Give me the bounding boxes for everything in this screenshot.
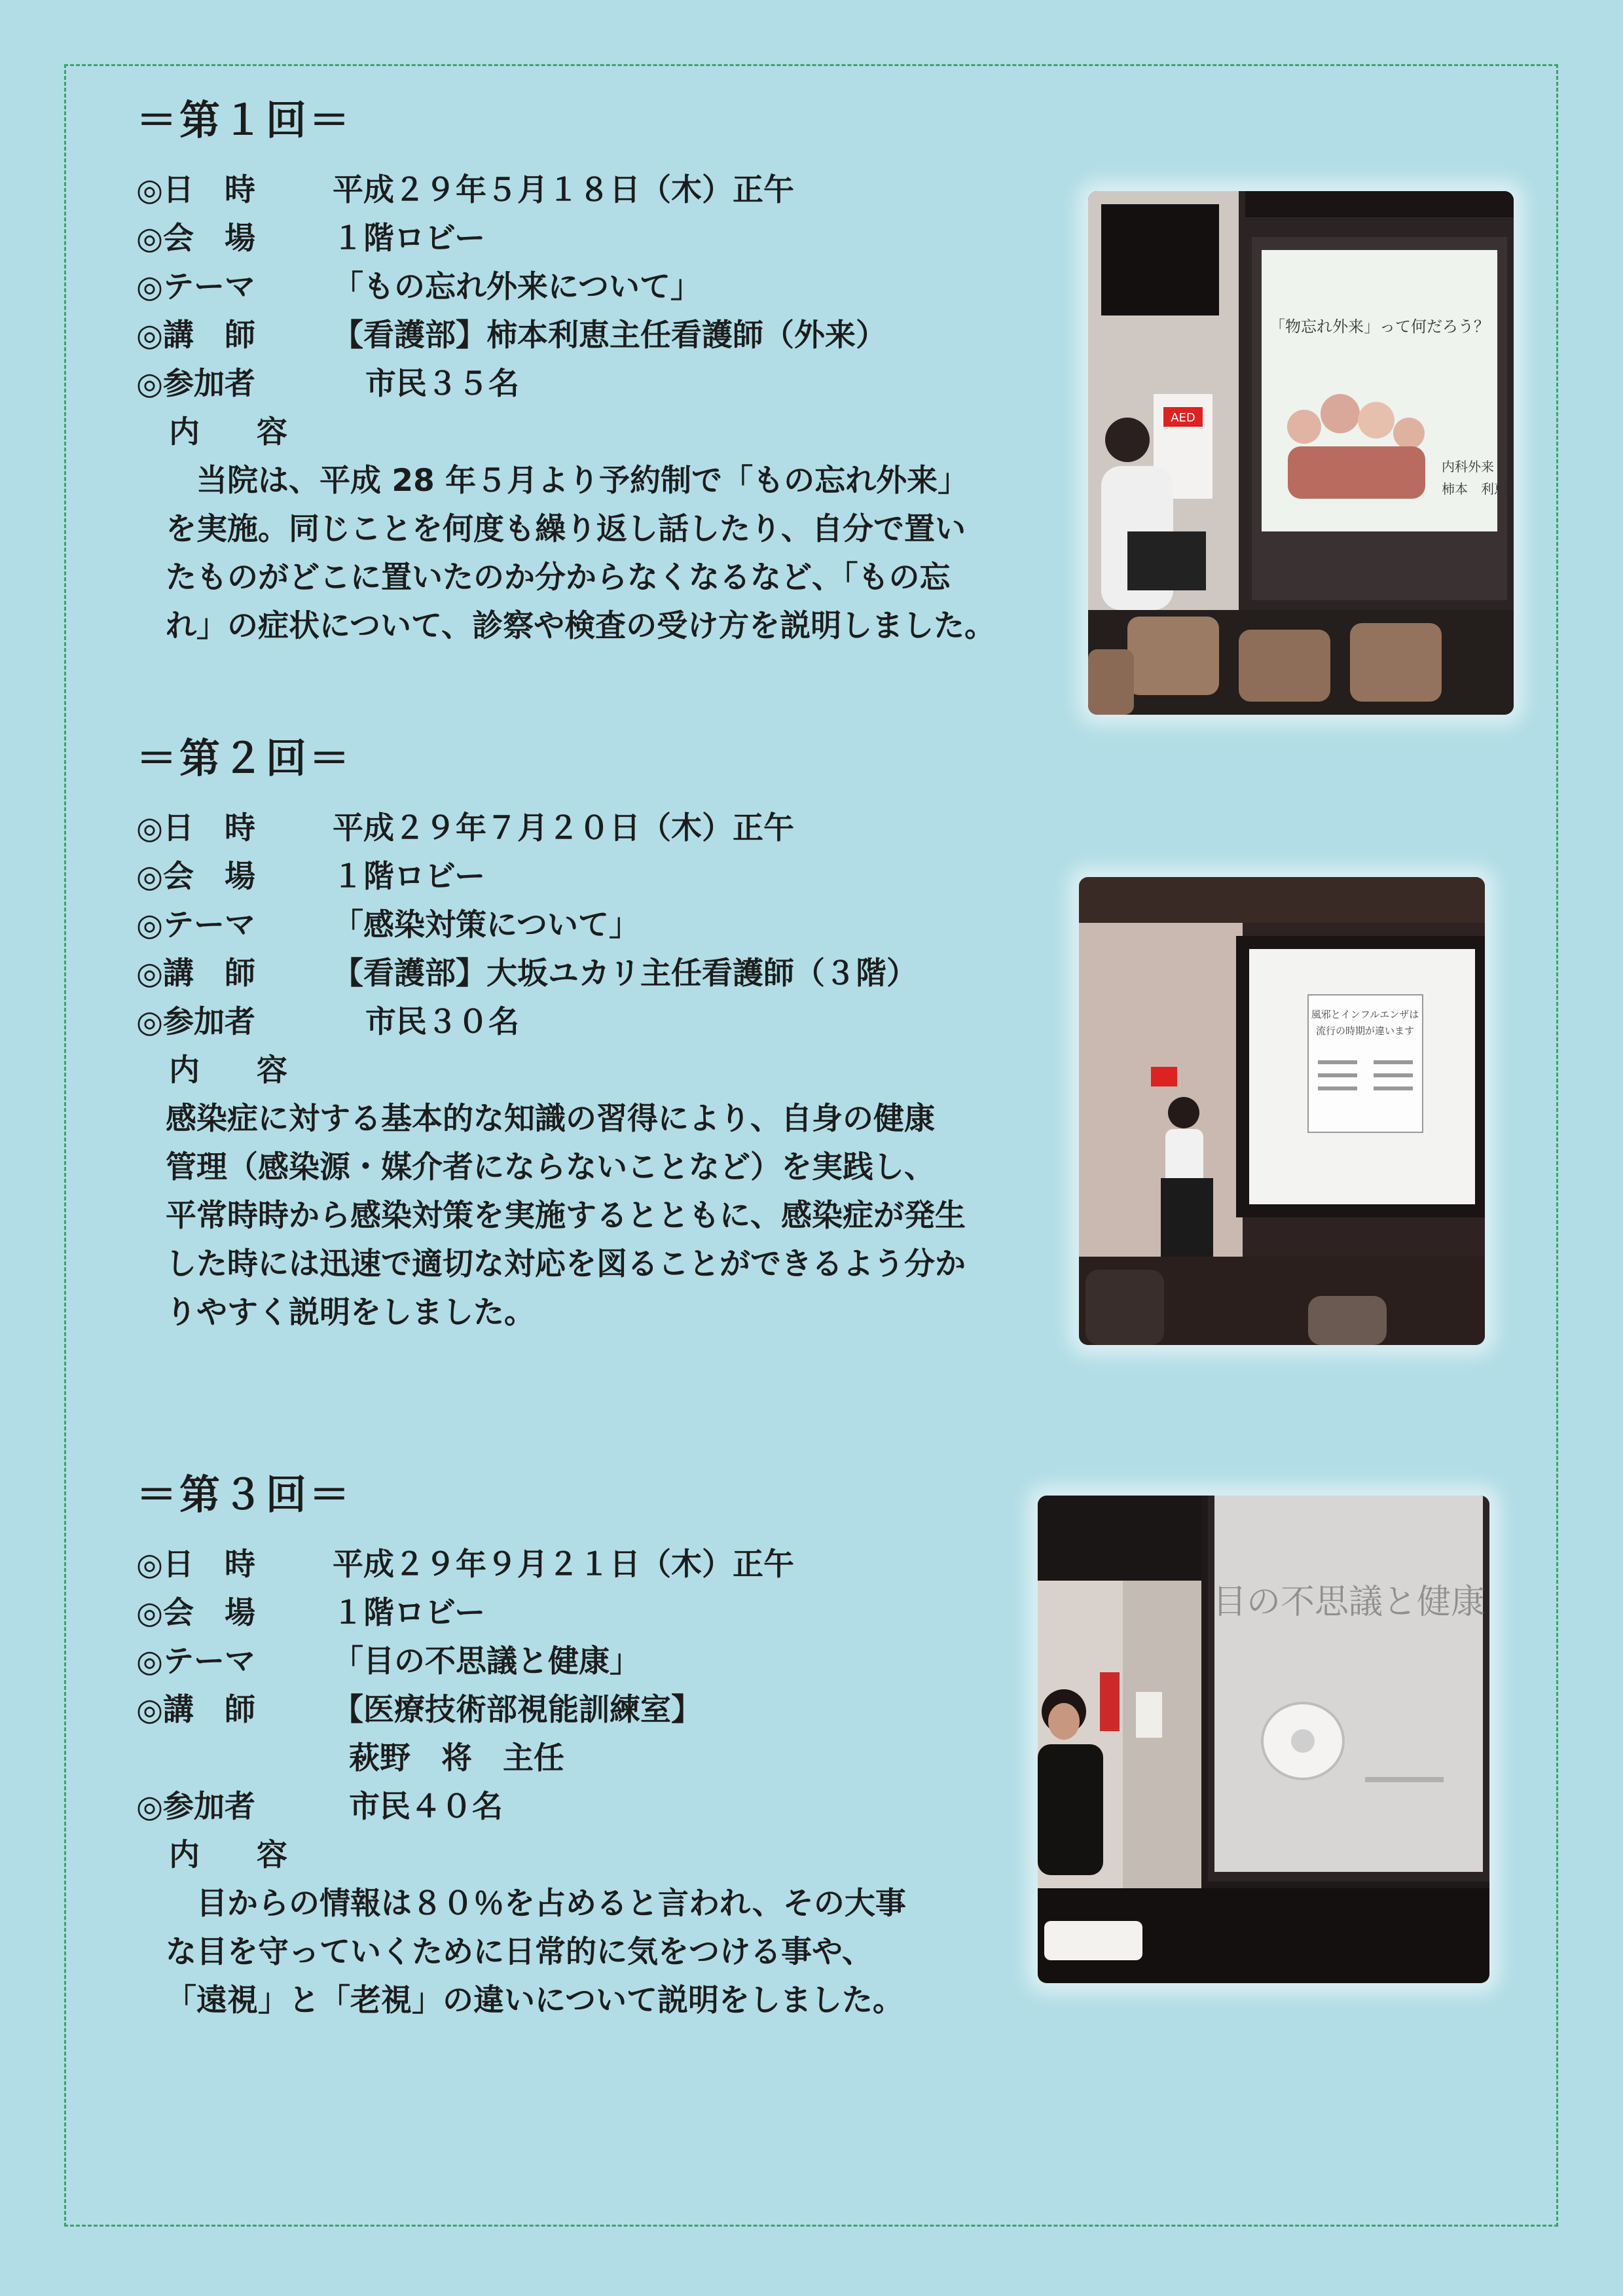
venue-row: ◎会 場 １階ロビー xyxy=(136,221,486,257)
svg-text:「物忘れ外来」って何だろう？: 「物忘れ外来」って何だろう？ xyxy=(1269,317,1489,336)
content-text: 感染症に対する基本的な知識の習得により、自身の健康 管理（感染源・媒介者にならないことなど）を実践し、 平常時時から感染対策を実施するとともに、感染症が発生 した時には迅速で適切な対応を図ることができるよう分か りやすく説明をしました。 xyxy=(166,1101,966,1331)
session-heading: ＝第２回＝ xyxy=(136,734,353,782)
date-row: ◎日 時 平成２９年７月２０日（木）正午 xyxy=(136,810,794,847)
session-2-photo xyxy=(1079,877,1485,1345)
content-label: 内 容 xyxy=(169,1837,301,1874)
participants-row: ◎参加者 市民３０名 xyxy=(136,1004,519,1041)
svg-text:流行の時期が違います: 流行の時期が違います xyxy=(1315,1025,1415,1037)
date-row: ◎日 時 平成２９年５月１８日（木）正午 xyxy=(136,172,794,209)
svg-text:柿本 利恵: 柿本 利恵 xyxy=(1442,481,1507,497)
participants-row: ◎参加者 市民４０名 xyxy=(136,1789,503,1825)
session-1-photo xyxy=(1088,191,1514,715)
svg-text:風邪とインフルエンザは: 風邪とインフルエンザは xyxy=(1311,1009,1419,1020)
session-heading: ＝第１回＝ xyxy=(136,96,353,144)
session-3 xyxy=(136,1473,1066,2025)
session-3-photo xyxy=(1038,1496,1489,1983)
content-text: 当院は、平成 28 年５月より予約制で「もの忘れ外来」 を実施。同じことを何度も繰り返し話したり、自分で置い たものがどこに置いたのか分からなくなるなど、「もの忘 れ」の症状について、診察や検査の受け方を説明しました。 xyxy=(166,463,996,645)
svg-text:内科外来: 内科外来 xyxy=(1442,459,1494,475)
theme-row: ◎テーマ 「感染対策について」 xyxy=(136,907,640,944)
session-1 xyxy=(136,98,1066,651)
content-label: 内 容 xyxy=(169,1052,301,1089)
lecturer-row: ◎講 師 【医療技術部視能訓練室】 xyxy=(136,1692,702,1729)
session-heading: ＝第３回＝ xyxy=(136,1471,353,1518)
venue-row: ◎会 場 １階ロビー xyxy=(136,859,486,895)
venue-row: ◎会 場 １階ロビー xyxy=(136,1595,486,1632)
session-2 xyxy=(136,736,1066,1337)
lecturer-name-row: 萩野 将 主任 xyxy=(349,1740,564,1777)
svg-text:目の不思議と健康: 目の不思議と健康 xyxy=(1212,1583,1486,1622)
lecturer-row: ◎講 師 【看護部】大坂ユカリ主任看護師（３階） xyxy=(136,956,917,992)
participants-row: ◎参加者 市民３５名 xyxy=(136,366,519,403)
svg-text:AED: AED xyxy=(1171,411,1195,425)
date-row: ◎日 時 平成２９年９月２１日（木）正午 xyxy=(136,1547,794,1583)
theme-row: ◎テーマ 「目の不思議と健康」 xyxy=(136,1643,640,1680)
content-label: 内 容 xyxy=(169,414,301,451)
lecturer-row: ◎講 師 【看護部】柿本利恵主任看護師（外来） xyxy=(136,317,886,354)
theme-row: ◎テーマ 「もの忘れ外来について」 xyxy=(136,269,702,306)
content-text: 目からの情報は８０％を占めると言われ、その大事 な目を守っていくために日常的に気をつける事や、 「遠視」と「老視」の違いについて説明をしました。 xyxy=(166,1886,906,2019)
